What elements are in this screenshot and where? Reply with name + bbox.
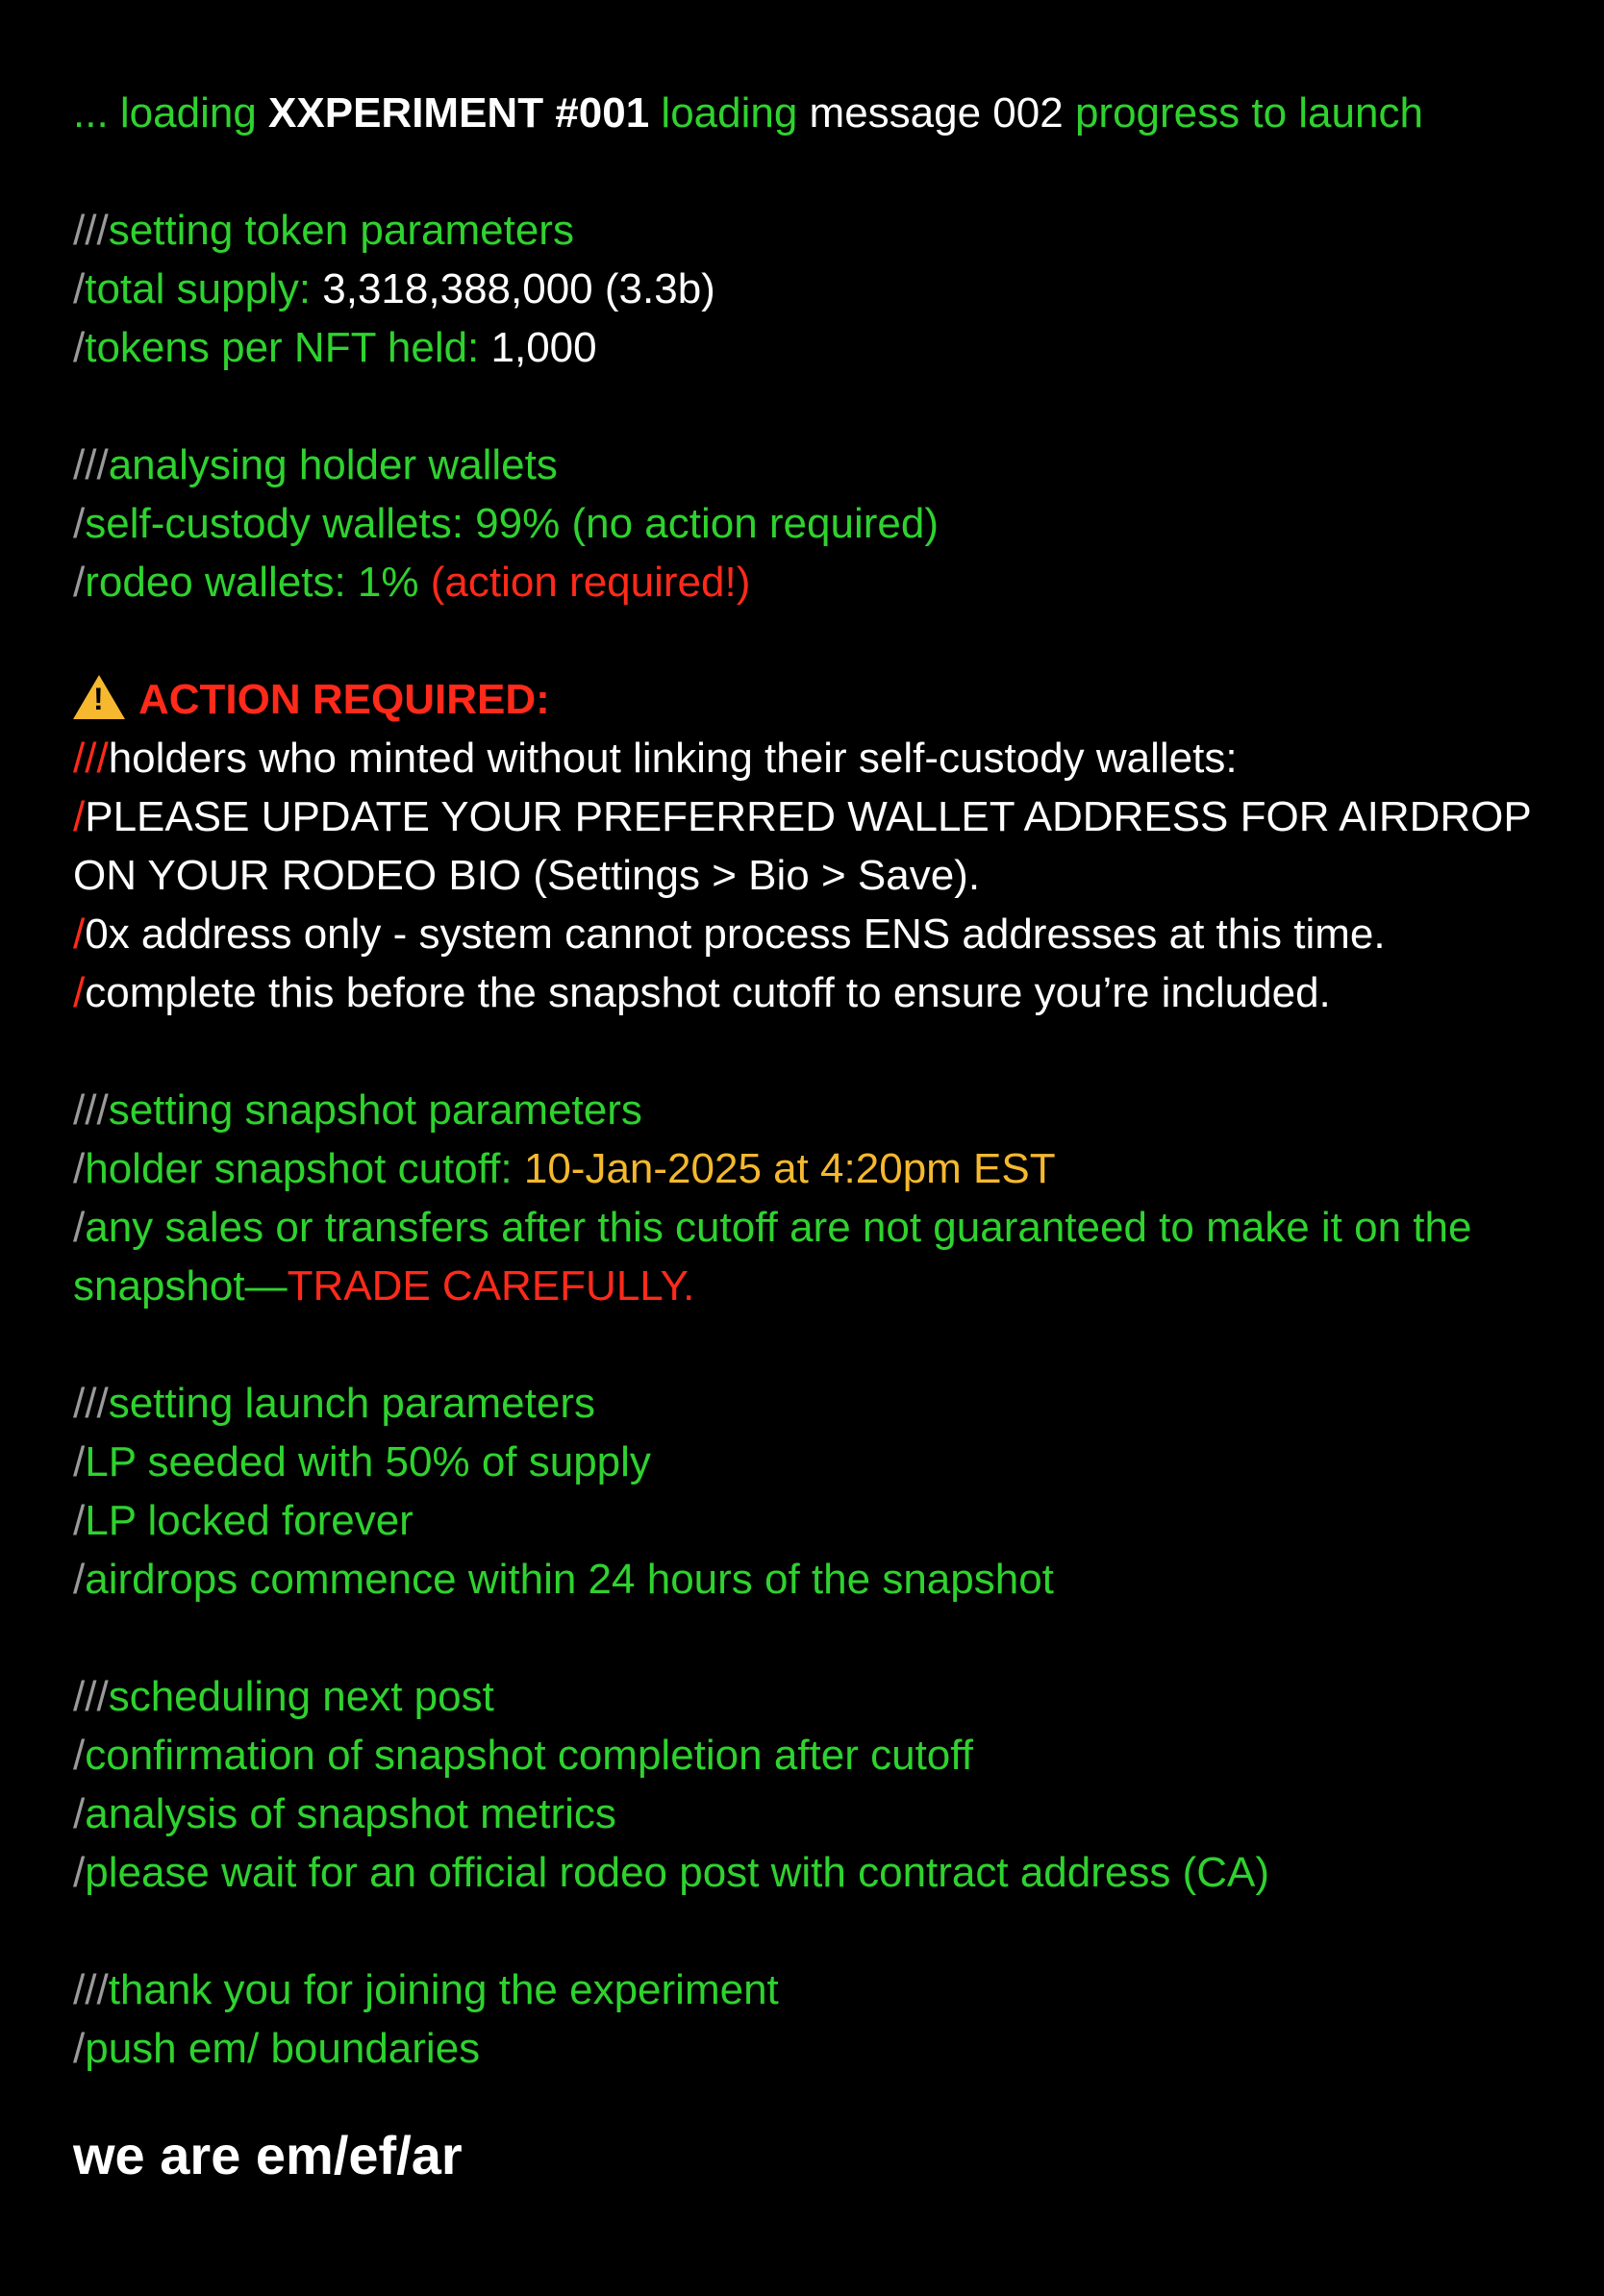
next-post-heading: ///scheduling next post [73,1673,494,1720]
snapshot-cutoff-line: /holder snapshot cutoff: 10-Jan-2025 at 4:20pm EST [73,1145,1056,1192]
total-supply-line: /total supply: 3,318,388,000 (3.3b) [73,265,715,312]
wallets-heading: ///analysing holder wallets [73,441,558,488]
tokens-per-nft-line: /tokens per NFT held: 1,000 [73,324,597,371]
token-heading: ///setting token parameters [73,207,574,254]
wait-line: /please wait for an official rodeo post with contract address (CA) [73,1849,1270,1896]
action-address-line: /0x address only - system cannot process ENS addresses at this time. [73,911,1386,958]
message-number: message 002 [809,89,1064,137]
warning-icon [73,675,125,719]
experiment-title: XXPERIMENT #001 [268,89,650,137]
lp-lock-line: /LP locked forever [73,1497,414,1544]
footer-signature: we are em/ef/ar [73,2125,463,2185]
snapshot-cutoff-value: 10-Jan-2025 at 4:20pm EST [523,1145,1056,1192]
header-progress: progress to launch [1063,89,1423,137]
snapshot-sales-line: /any sales or transfers after this cutoff are not guaranteed to make it on the snapshot—TRADE CAREFULLY. [73,1204,1472,1310]
airdrops-line: /airdrops commence within 24 hours of the snapshot [73,1556,1054,1603]
push-line: /push em/ boundaries [73,2025,481,2072]
lp-seed-line: /LP seeded with 50% of supply [73,1438,651,1485]
action-update-line: /PLEASE UPDATE YOUR PREFERRED WALLET ADDRESS FOR AIRDROP ON YOUR RODEO BIO (Settings > Bio > Save). [73,793,1531,899]
thanks-heading: ///thank you for joining the experiment [73,1966,779,2013]
launch-heading: ///setting launch parameters [73,1380,595,1427]
action-required-heading: !ACTION REQUIRED: [73,670,1531,729]
total-supply-value: 3,318,388,000 (3.3b) [322,265,715,312]
confirmation-line: /confirmation of snapshot completion after cutoff [73,1732,973,1779]
action-complete-line: /complete this before the snapshot cutoff to ensure you’re included. [73,969,1331,1016]
rodeo-action-required: (action required!) [430,559,751,606]
header-line [73,84,1531,142]
self-custody-line: /self-custody wallets: 99% (no action required) [73,500,939,547]
header-loading: loading [649,89,810,137]
trade-carefully: TRADE CAREFULLY. [287,1262,695,1310]
tokens-per-nft-value: 1,000 [490,324,597,371]
analysis-line: /analysis of snapshot metrics [73,1790,616,1837]
rodeo-wallets-line: /rodeo wallets: 1% (action required!) [73,559,751,606]
header-loading-prefix: ... loading [73,89,269,137]
action-intro-line: ///holders who minted without linking their self-custody wallets: [73,735,1238,782]
snapshot-heading: ///setting snapshot parameters [73,1086,642,1134]
